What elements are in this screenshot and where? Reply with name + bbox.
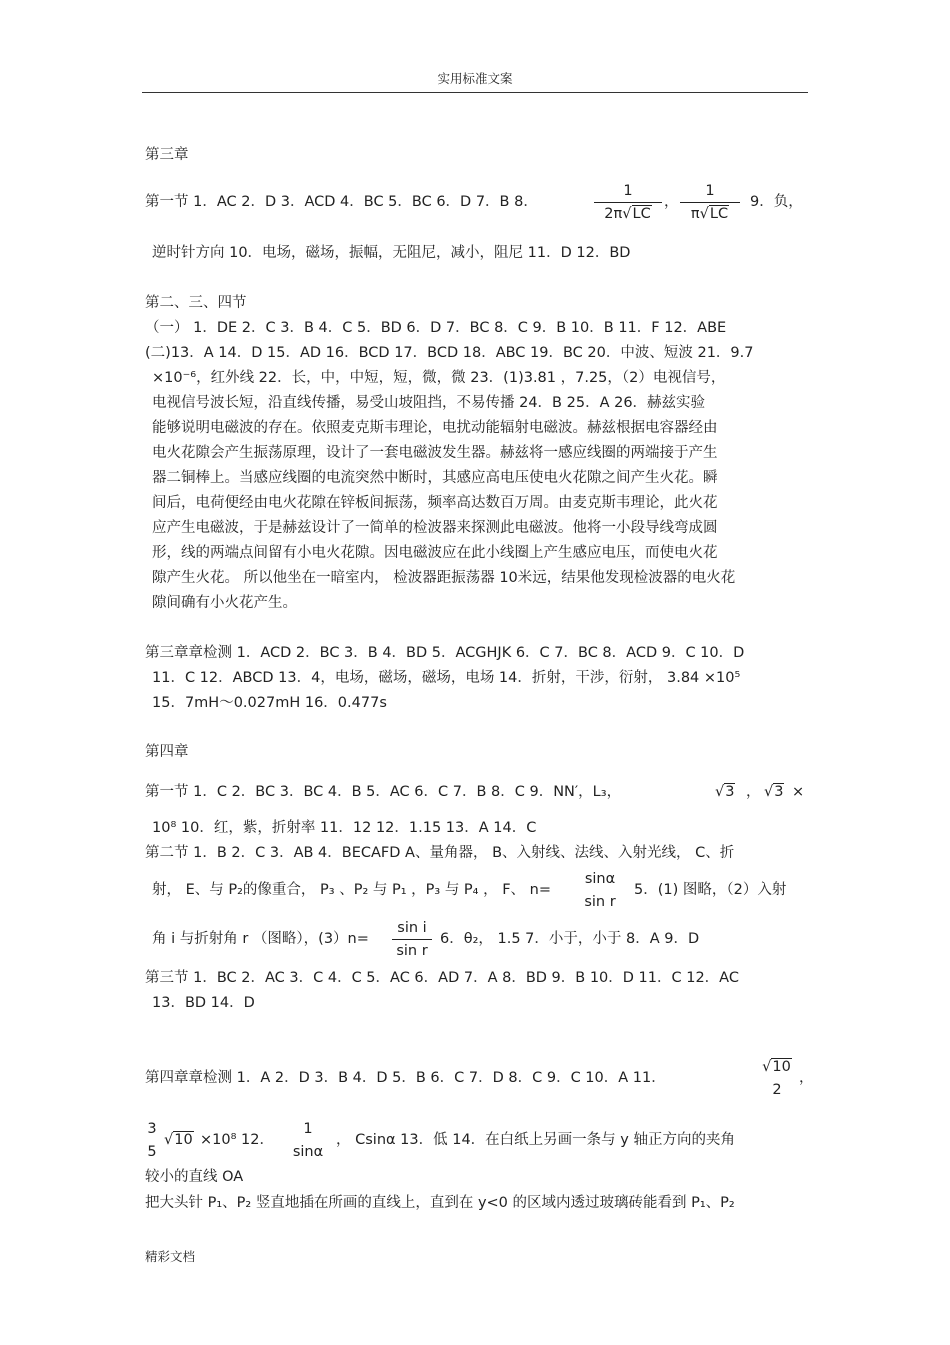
ch4-s2-frac-1-num: sinα	[584, 871, 616, 887]
ch3-frac-2-rad: LC	[709, 206, 729, 222]
chapter-3-title: 第三章	[145, 147, 189, 163]
ch4-s2-frac-1-den: sin r	[584, 894, 616, 910]
ch4-section1-line2: 10⁸ 10．红，紫，折射率 11．12 12．1.15 13．A 14．C	[152, 820, 537, 836]
ch3-frac-1-den-pre: 2π	[604, 206, 623, 222]
ch3-frac-2-den-pre: π	[690, 206, 700, 222]
ch3-frac-2-num: 1	[705, 183, 715, 199]
ch4-test-frac-1-bar	[758, 1078, 796, 1079]
ch4-test-frac-1	[758, 1058, 796, 1099]
ch3-s234-line: （一） 1．DE 2．C 3．B 4．C 5．BD 6．D 7．BC 8．C 9．B 10．B 11．F 12．ABE	[145, 320, 727, 336]
ch4-test-line4: 把大头针 P₁、P₂ 竖直地插在所画的直线上，直到在 y<0 的区域内透过玻璃砖能看到 P₁、P₂	[145, 1195, 735, 1211]
ch4-test-frac-2	[142, 1120, 162, 1161]
ch4-section2-line2: 射， E、与 P₂的像重合， P₃ 、P₂ 与 P₁ ，P₃ 与 P₄ ， F、 n=	[152, 882, 551, 898]
ch4-test-frac-3-num: 1	[303, 1121, 313, 1137]
ch3-s234-line: (二)13．A 14．D 15．AD 16．BCD 17．BCD 18．ABC 19．BC 20．中波、短波 21．9.7	[145, 345, 754, 361]
sqrt-icon: √10	[164, 1132, 193, 1148]
ch3-test-line: 第三章章检测 1．ACD 2．BC 3．B 4．BD 5．ACGHJK 6．C 7．BC 8．ACD 9．C 10．D	[145, 645, 745, 661]
ch4-section2-line2-tail: 5．(1) 图略，（2）入射	[634, 882, 787, 898]
ch3-s234-line: 间后，电荷便经由电火花隙在锌板间振荡，频率高达数百万周。由麦克斯韦理论，此火花	[152, 495, 718, 511]
page-footer: 精彩文档	[145, 1249, 196, 1264]
sqrt-icon: √LC	[622, 206, 651, 222]
ch4-section2-line3-tail: 6．θ₂， 1.5 7．小于，小于 8．A 9．D	[440, 931, 700, 947]
ch3-s234-line: 隙间确有小火花产生。	[152, 595, 297, 611]
ch3-frac-2	[680, 182, 740, 223]
ch4-test-line3: 较小的直线 OA	[145, 1169, 244, 1185]
ch3-test-line: 15．7mH～0.027mH 16．0.477s	[152, 695, 387, 711]
ch4-test-rad-1: 10	[772, 1059, 791, 1075]
ch3-frac-2-bar	[680, 202, 740, 203]
ch3-s234-line: 能够说明电磁波的存在。依照麦克斯韦理论，电扰动能辐射电磁波。赫兹根据电容器经由	[152, 420, 718, 436]
ch3-section1-line1: 第一节 1．AC 2．D 3．ACD 4．BC 5．BC 6．D 7．B 8．	[145, 194, 538, 210]
sqrt-icon: √3	[715, 784, 735, 800]
ch4-test-frac-3-bar	[286, 1140, 330, 1141]
ch3-section1-line2: 逆时针方向 10．电场，磁场，振幅，无阻尼，减小，阻尼 11．D 12．BD	[152, 245, 631, 261]
ch4-test-frac-1-den: 2	[772, 1082, 782, 1098]
ch4-test-frac-2-den: 5	[147, 1144, 157, 1160]
sqrt-icon: √10	[762, 1059, 791, 1075]
header-rule	[142, 92, 808, 93]
ch3-s234-line: 电视信号波长短，沿直线传播，易受山坡阻挡，不易传播 24．B 25．A 26．赫兹实验	[152, 395, 706, 411]
ch4-test-comma: ，	[799, 1070, 814, 1086]
ch4-section2-line1: 第二节 1．B 2．C 3．AB 4．BECAFD A、量角器， B、入射线、法线、入射光线， C、折	[145, 845, 735, 861]
ch4-sqrt-2	[764, 782, 784, 802]
ch4-section2-line3: 角 i 与折射角 r （图略），(3）n=	[152, 931, 369, 947]
ch3-frac-2-den	[680, 205, 740, 223]
ch3-frac-1-num: 1	[623, 183, 633, 199]
ch4-test-frac-3-den: sinα	[292, 1144, 324, 1160]
ch3-s234-line: 器二铜棒上。当感应线圈的电流突然中断时，其感应高电压使电火花隙之间产生火花。瞬	[152, 470, 718, 486]
ch3-section234-title: 第二、三、四节	[145, 295, 247, 311]
ch4-rad-2: 3	[774, 784, 784, 800]
ch4-s2-frac-2	[392, 919, 432, 960]
ch3-frac-1-den	[594, 205, 662, 223]
ch4-test-line2-tail: ， Csinα 13．低 14．在白纸上另画一条与 y 轴正方向的夹角	[336, 1132, 735, 1148]
ch4-test-line1: 第四章章检测 1．A 2．D 3．B 4．D 5．B 6．C 7．D 8．C 9．C 10．A 11．	[145, 1070, 666, 1086]
ch4-test-frac-3	[286, 1120, 330, 1161]
sqrt-icon: √LC	[699, 206, 729, 222]
ch3-s234-line: 形，线的两端点间留有小电火花隙。因电磁波应在此小线圈上产生感应电压，而使电火花	[152, 545, 718, 561]
ch3-frac-comma: ，	[664, 194, 679, 210]
ch4-test-frac-1-num	[758, 1058, 796, 1076]
ch3-frac-1-bar	[594, 202, 662, 203]
chapter-4-title: 第四章	[145, 744, 189, 760]
ch4-s2-frac-1-bar	[576, 890, 624, 891]
ch4-test-pow: ×10⁸ 12．	[200, 1132, 274, 1148]
sqrt-icon: √3	[764, 784, 784, 800]
ch4-sep: ，	[746, 784, 761, 800]
ch4-test-frac-2-bar	[142, 1140, 162, 1141]
ch4-s2-frac-1	[576, 870, 624, 911]
ch4-s2-frac-2-den: sin r	[396, 943, 428, 959]
ch4-rad-1: 3	[725, 784, 735, 800]
ch4-test-sqrt	[164, 1130, 194, 1150]
ch4-test-frac-2-num: 3	[147, 1121, 157, 1137]
ch4-s3-line: 13．BD 14．D	[152, 995, 255, 1011]
ch4-sqrt-1	[715, 782, 735, 802]
ch3-frac-1	[594, 182, 662, 223]
page-header: 实用标准文案	[437, 71, 513, 86]
ch4-section1-line1: 第一节 1．C 2．BC 3．BC 4．B 5．AC 6．C 7．B 8．C 9．NN′，L₃，	[145, 784, 622, 800]
ch4-times: ×	[792, 784, 805, 800]
ch4-s2-frac-2-bar	[392, 939, 432, 940]
ch3-s234-line: 应产生电磁波，于是赫兹设计了一简单的检波器来探测此电磁波。他将一小段导线弯成圆	[152, 520, 718, 536]
ch3-frac-1-rad: LC	[632, 206, 651, 222]
ch3-s234-line: ×10⁻⁶，红外线 22．长，中，中短，短，微，微 23．(1)3.81 ，7.25，（2）电视信号，	[152, 370, 726, 386]
ch3-test-line: 11．C 12．ABCD 13．4，电场，磁场，磁场，电场 14．折射，干涉，衍射， 3.84 ×10⁵	[152, 670, 741, 686]
ch4-s2-frac-2-num: sin i	[397, 920, 427, 936]
ch3-s234-line: 电火花隙会产生振荡原理，设计了一套电磁波发生器。赫兹将一感应线圈的两端接于产生	[152, 445, 718, 461]
ch4-s3-line: 第三节 1．BC 2．AC 3．C 4．C 5．AC 6．AD 7．A 8．BD 9．B 10．D 11．C 12．AC	[145, 970, 739, 986]
ch3-s234-line: 隙产生火花。 所以他坐在一暗室内， 检波器距振荡器 10米远，结果他发现检波器的电火花	[152, 570, 736, 586]
ch4-test-rad-2: 10	[174, 1132, 193, 1148]
ch3-section1-line1-tail: 9．负，	[750, 194, 803, 210]
